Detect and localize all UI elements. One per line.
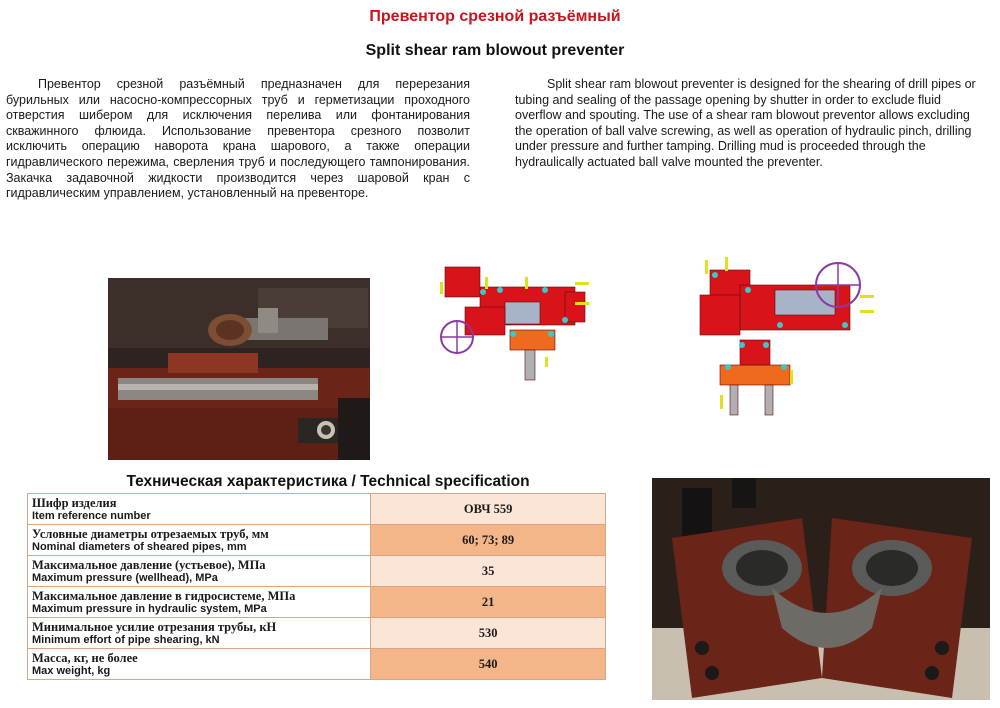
- spec-label-cell: [28, 649, 371, 680]
- title-russian: Превентор срезной разъёмный: [369, 8, 621, 25]
- ram-blocks-photo-drawing: [652, 478, 990, 700]
- table-row: [28, 494, 606, 525]
- spec-label-cell: [28, 525, 371, 556]
- spec-label-en: Nominal diameters of sheared pipes, mm: [32, 540, 247, 553]
- spec-label-en: Item reference number: [32, 509, 151, 522]
- spec-label-cell: [28, 494, 371, 525]
- spec-label-en: Max weight, kg: [32, 664, 111, 677]
- description-english: [515, 77, 985, 171]
- spec-label-ru: Шифр изделия: [32, 495, 117, 510]
- preventer-3d-render-front-drawing: [680, 255, 880, 425]
- sheared-pipe-photo-drawing: [108, 278, 370, 460]
- spec-label-ru: Минимальное усилие отрезания трубы, кН: [32, 619, 277, 634]
- description-russian: [6, 77, 470, 202]
- table-row: [28, 618, 606, 649]
- spec-label-en: Maximum pressure in hydraulic system, MPa: [32, 602, 267, 615]
- preventer-3d-render-side: [425, 262, 605, 382]
- spec-label-ru: Условные диаметры отрезаемых труб, мм: [32, 526, 269, 541]
- table-row: [28, 649, 606, 680]
- spec-value: 60; 73; 89: [371, 525, 606, 556]
- title-english: Split shear ram blowout preventer: [365, 42, 625, 59]
- ram-blocks-photo: [652, 478, 990, 700]
- spec-label-cell: [28, 618, 371, 649]
- spec-label-ru: Максимальное давление (устьевое), МПа: [32, 557, 266, 572]
- spec-label-en: Maximum pressure (wellhead), MPa: [32, 571, 218, 584]
- preventer-3d-render-side-drawing: [425, 262, 605, 382]
- spec-value: 35: [371, 556, 606, 587]
- table-row: [28, 587, 606, 618]
- spec-table: [27, 493, 606, 680]
- spec-value: 21: [371, 587, 606, 618]
- spec-label-ru: Максимальное давление в гидросистеме, МПа: [32, 588, 296, 603]
- sheared-pipe-photo: [108, 278, 370, 460]
- table-row: [28, 556, 606, 587]
- preventer-3d-render-front: [680, 255, 880, 425]
- spec-value: ОВЧ 559: [371, 494, 606, 525]
- spec-title: Техническая характеристика / Technical specification: [126, 473, 530, 490]
- table-row: [28, 525, 606, 556]
- spec-label-cell: [28, 587, 371, 618]
- spec-value: 540: [371, 649, 606, 680]
- spec-label-ru: Масса, кг, не более: [32, 650, 138, 665]
- description-english-text: Split shear ram blowout preventer is designed for the shearing of drill pipes or tubing and sealing of the passage opening by shutter in order to exclude fluid overflow and spouting. The use of a shear ram blowout preventor allows excluding the operation of ball valve screwing, as well as operation of hydraulic pinch, drilling under pressure and further tamping. Drilling mud is proceeded through the hydraulically actuated ball valve mounted the preventer.: [515, 77, 976, 169]
- spec-value: 530: [371, 618, 606, 649]
- spec-label-en: Minimum effort of pipe shearing, kN: [32, 633, 220, 646]
- description-russian-text: Превентор срезной разъёмный предназначен для перерезания бурильных или насосно-компрессорных труб и герметизации проходного отверстия шибером для исключения перелива или фонтанирования скважинного флюида. Использование превентора срезного позволит исключить операцию наворота крана шарового, а также операции гидравлического пережима, сверления труб и последующего тампонирования. Закачка задавочной жидкости производится через шаровой кран с гидравлическим управлением, установленный на превенторе.: [6, 77, 470, 201]
- spec-label-cell: [28, 556, 371, 587]
